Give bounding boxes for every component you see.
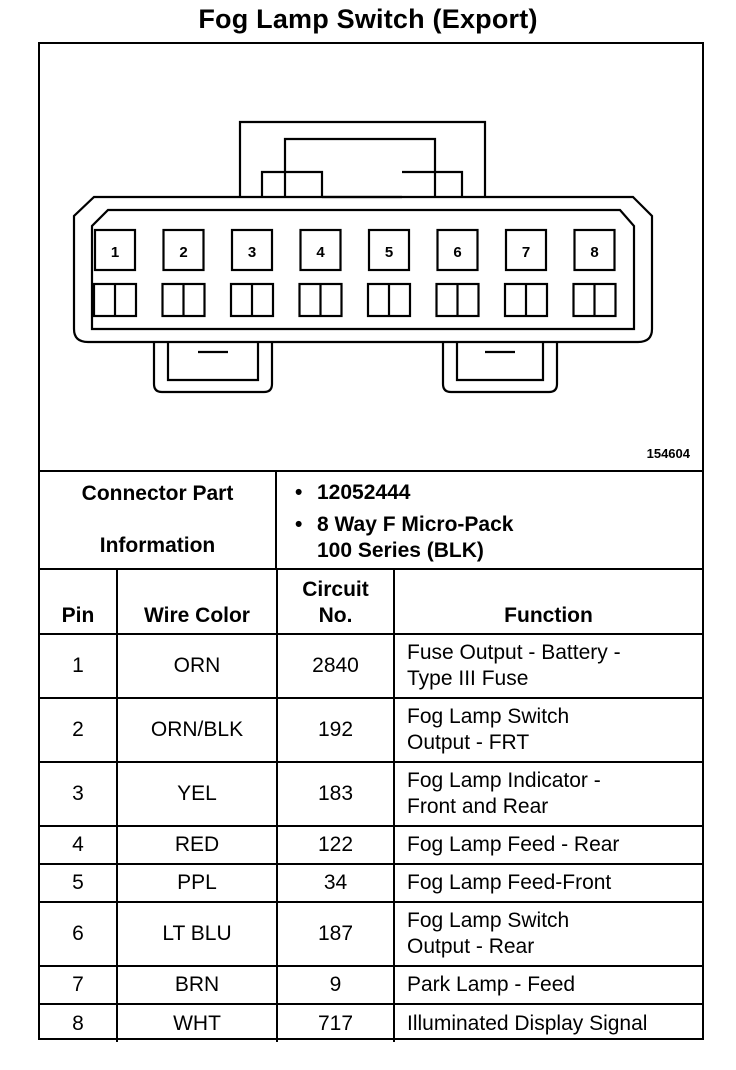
function-cell	[394, 966, 702, 1004]
function-cell	[394, 826, 702, 864]
pin-cavity-3	[231, 230, 273, 316]
connector-description-item	[295, 512, 702, 564]
drawing-number: 154604	[646, 446, 690, 461]
function-line1: Fog Lamp Switch	[407, 705, 570, 728]
pin-cavity-6	[437, 230, 479, 316]
table-row	[40, 1004, 702, 1042]
function-cell	[394, 634, 702, 698]
pin-cavity-4	[300, 230, 342, 316]
function-line1: Illuminated Display Signal	[407, 1011, 648, 1035]
function-line1: Fog Lamp Feed - Rear	[407, 833, 620, 856]
wire-color-cell: YEL	[117, 762, 277, 826]
header-circuit-line2: No.	[318, 604, 353, 627]
pin-cell: 6	[40, 902, 117, 966]
pin-cell: 8	[40, 1004, 117, 1042]
wire-color-cell: WHT	[117, 1004, 277, 1042]
wire-color-cell: ORN/BLK	[117, 698, 277, 762]
circuit-cell: 2840	[277, 634, 394, 698]
wire-color-cell: ORN	[117, 634, 277, 698]
pin-cavity-7	[505, 230, 547, 316]
function-line2: Output - Rear	[407, 935, 535, 958]
table-row	[40, 864, 702, 902]
bullet-icon: •	[295, 481, 303, 504]
pin-cavity-1	[94, 230, 136, 316]
pin-cell: 7	[40, 966, 117, 1004]
connector-description-line2: 100 Series (BLK)	[317, 539, 484, 562]
function-cell	[394, 762, 702, 826]
connector-label-line2: Information	[99, 534, 216, 557]
table-row	[40, 762, 702, 826]
pin-cell: 2	[40, 698, 117, 762]
connector-description-line1: 8 Way F Micro-Pack	[317, 513, 514, 536]
pin-number-label: 5	[384, 244, 394, 261]
connector-info-values	[277, 472, 702, 568]
function-cell	[394, 864, 702, 902]
wire-color-cell: RED	[117, 826, 277, 864]
pin-cell: 1	[40, 634, 117, 698]
pin-table	[40, 570, 702, 1042]
header-function: Function	[394, 570, 702, 634]
table-row	[40, 826, 702, 864]
pin-number-label: 1	[110, 244, 120, 261]
part-number: 12052444	[317, 481, 411, 504]
circuit-cell: 717	[277, 1004, 394, 1042]
bullet-icon: •	[295, 513, 303, 536]
function-line1: Fog Lamp Indicator -	[407, 769, 601, 792]
connector-label-line1: Connector Part	[81, 482, 234, 505]
function-cell	[394, 902, 702, 966]
pin-cavity-5	[368, 230, 410, 316]
pin-number-label: 3	[247, 244, 257, 261]
circuit-cell: 34	[277, 864, 394, 902]
function-line2: Front and Rear	[407, 795, 549, 818]
function-cell	[394, 1004, 702, 1042]
pin-number-label: 8	[590, 244, 599, 261]
circuit-cell: 192	[277, 698, 394, 762]
circuit-cell: 187	[277, 902, 394, 966]
wire-color-cell: BRN	[117, 966, 277, 1004]
wire-color-cell: LT BLU	[117, 902, 277, 966]
table-row	[40, 634, 702, 698]
pin-cell: 4	[40, 826, 117, 864]
circuit-cell: 9	[277, 966, 394, 1004]
connector-face-drawing	[40, 44, 702, 470]
pin-cavity-8	[574, 230, 616, 316]
header-circuit-line1: Circuit	[302, 578, 369, 601]
page-title: Fog Lamp Switch (Export)	[198, 4, 538, 34]
pin-number-label: 2	[179, 244, 188, 261]
function-line2: Output - FRT	[407, 731, 530, 754]
connector-part-information	[40, 470, 702, 570]
wire-color-cell: PPL	[117, 864, 277, 902]
function-line1: Fog Lamp Switch	[407, 909, 570, 932]
pin-cavity-2	[163, 230, 205, 316]
pin-cell: 3	[40, 762, 117, 826]
table-row	[40, 698, 702, 762]
header-wire-color: Wire Color	[117, 570, 277, 634]
part-number-item	[295, 480, 702, 506]
connector-sheet	[38, 42, 704, 1040]
function-line1: Fog Lamp Feed-Front	[407, 871, 612, 894]
connector-diagram	[40, 44, 702, 470]
pin-number-label: 7	[521, 244, 531, 261]
table-row	[40, 902, 702, 966]
pin-number-label: 4	[316, 244, 325, 261]
header-circuit	[277, 570, 394, 634]
function-line1: Park Lamp - Feed	[407, 973, 576, 996]
pin-cell: 5	[40, 864, 117, 902]
table-row	[40, 966, 702, 1004]
table-header-row	[40, 570, 702, 634]
header-pin: Pin	[40, 570, 117, 634]
function-cell	[394, 698, 702, 762]
circuit-cell: 183	[277, 762, 394, 826]
pin-number-label: 6	[453, 244, 462, 261]
function-line2: Type III Fuse	[407, 667, 529, 690]
function-line1: Fuse Output - Battery -	[407, 641, 621, 664]
circuit-cell: 122	[277, 826, 394, 864]
connector-info-label	[40, 472, 277, 568]
